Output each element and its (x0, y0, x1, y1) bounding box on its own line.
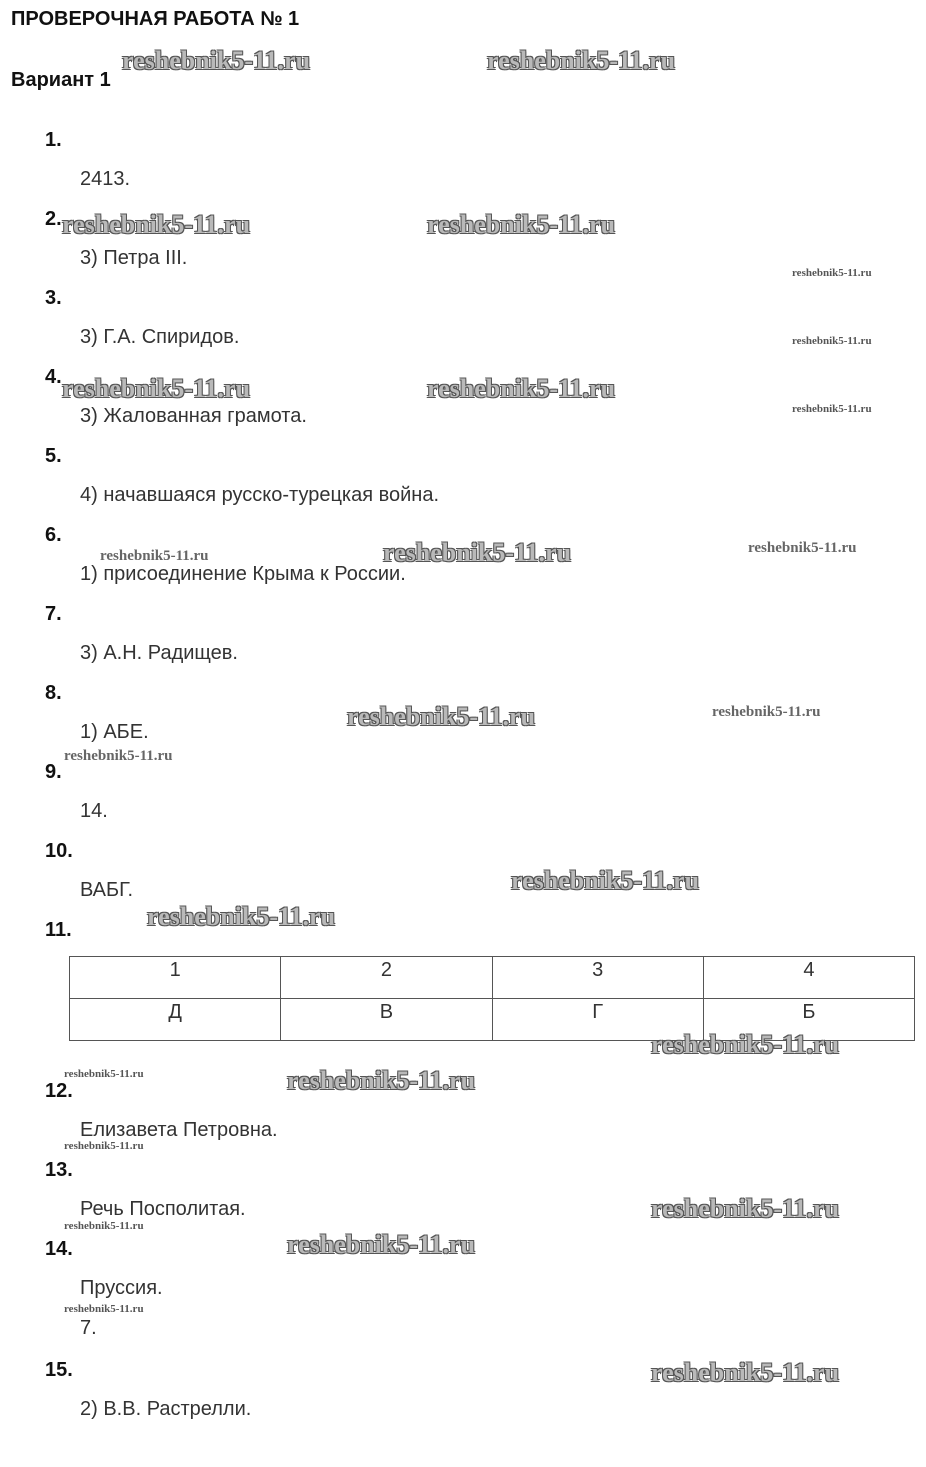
table-value-cell: Д (70, 999, 281, 1041)
watermark: reshebnik5-11.ru (792, 335, 872, 347)
watermark: reshebnik5-11.ru (511, 866, 700, 895)
table-header-cell: 2 (281, 957, 492, 999)
answer-12: Елизавета Петровна. (80, 1119, 278, 1141)
watermark: reshebnik5-11.ru (147, 902, 336, 931)
watermark: reshebnik5-11.ru (64, 748, 173, 764)
watermark: reshebnik5-11.ru (64, 1220, 144, 1232)
question-number-6: 6. (45, 524, 62, 546)
question-number-5: 5. (45, 445, 62, 467)
watermark: reshebnik5-11.ru (287, 1230, 476, 1259)
table-value-cell: Б (703, 999, 914, 1041)
question-number-13: 13. (45, 1159, 73, 1181)
watermark: reshebnik5-11.ru (748, 540, 857, 556)
answer-8: 1) АБЕ. (80, 721, 149, 743)
page-title: ПРОВЕРОЧНАЯ РАБОТА № 1 (11, 8, 300, 30)
watermark: reshebnik5-11.ru (64, 1140, 144, 1152)
watermark: reshebnik5-11.ru (487, 46, 676, 75)
watermark: reshebnik5-11.ru (100, 548, 209, 564)
answer-11-table (69, 956, 915, 1041)
answer-14-second: 7. (80, 1317, 97, 1339)
answer-14: Пруссия. (80, 1277, 163, 1299)
answer-6: 1) присоединение Крыма к России. (80, 563, 406, 585)
answer-2: 3) Петра III. (80, 247, 188, 269)
question-number-14: 14. (45, 1238, 73, 1260)
table-header-cell: 3 (492, 957, 703, 999)
answer-10: ВАБГ. (80, 879, 134, 901)
watermark: reshebnik5-11.ru (792, 403, 872, 415)
table-header-cell: 4 (703, 957, 914, 999)
table-value-cell: В (281, 999, 492, 1041)
answer-5: 4) начавшаяся русско-турецкая война. (80, 484, 440, 506)
answer-7: 3) А.Н. Радищев. (80, 642, 238, 664)
table-row-headers (70, 957, 915, 999)
watermark: reshebnik5-11.ru (651, 1194, 840, 1223)
answer-1: 2413. (80, 168, 131, 190)
answer-15: 2) В.В. Растрелли. (80, 1398, 252, 1420)
question-number-3: 3. (45, 287, 62, 309)
watermark: reshebnik5-11.ru (122, 46, 311, 75)
question-number-9: 9. (45, 761, 62, 783)
table-value-cell: Г (492, 999, 703, 1041)
question-number-2: 2. (45, 208, 62, 230)
watermark: reshebnik5-11.ru (427, 210, 616, 239)
variant-heading: Вариант 1 (11, 69, 111, 91)
question-number-1: 1. (45, 129, 62, 151)
question-number-8: 8. (45, 682, 62, 704)
watermark: reshebnik5-11.ru (651, 1030, 840, 1059)
watermark: reshebnik5-11.ru (62, 374, 251, 403)
answer-4: 3) Жалованная грамота. (80, 405, 307, 427)
question-number-12: 12. (45, 1080, 73, 1102)
watermark: reshebnik5-11.ru (427, 374, 616, 403)
watermark: reshebnik5-11.ru (347, 702, 536, 731)
question-number-11: 11. (45, 919, 72, 941)
watermark: reshebnik5-11.ru (62, 210, 251, 239)
table-header-cell: 1 (70, 957, 281, 999)
question-number-10: 10. (45, 840, 73, 862)
watermark: reshebnik5-11.ru (712, 704, 821, 720)
watermark: reshebnik5-11.ru (651, 1358, 840, 1387)
question-number-7: 7. (45, 603, 62, 625)
watermark: reshebnik5-11.ru (792, 267, 872, 279)
watermark: reshebnik5-11.ru (64, 1303, 144, 1315)
answer-3: 3) Г.А. Спиридов. (80, 326, 240, 348)
question-number-15: 15. (45, 1359, 73, 1381)
answer-9: 14. (80, 800, 108, 822)
watermark: reshebnik5-11.ru (64, 1068, 144, 1080)
watermark: reshebnik5-11.ru (287, 1066, 476, 1095)
question-number-4: 4. (45, 366, 62, 388)
answer-13: Речь Посполитая. (80, 1198, 246, 1220)
watermark: reshebnik5-11.ru (383, 538, 572, 567)
